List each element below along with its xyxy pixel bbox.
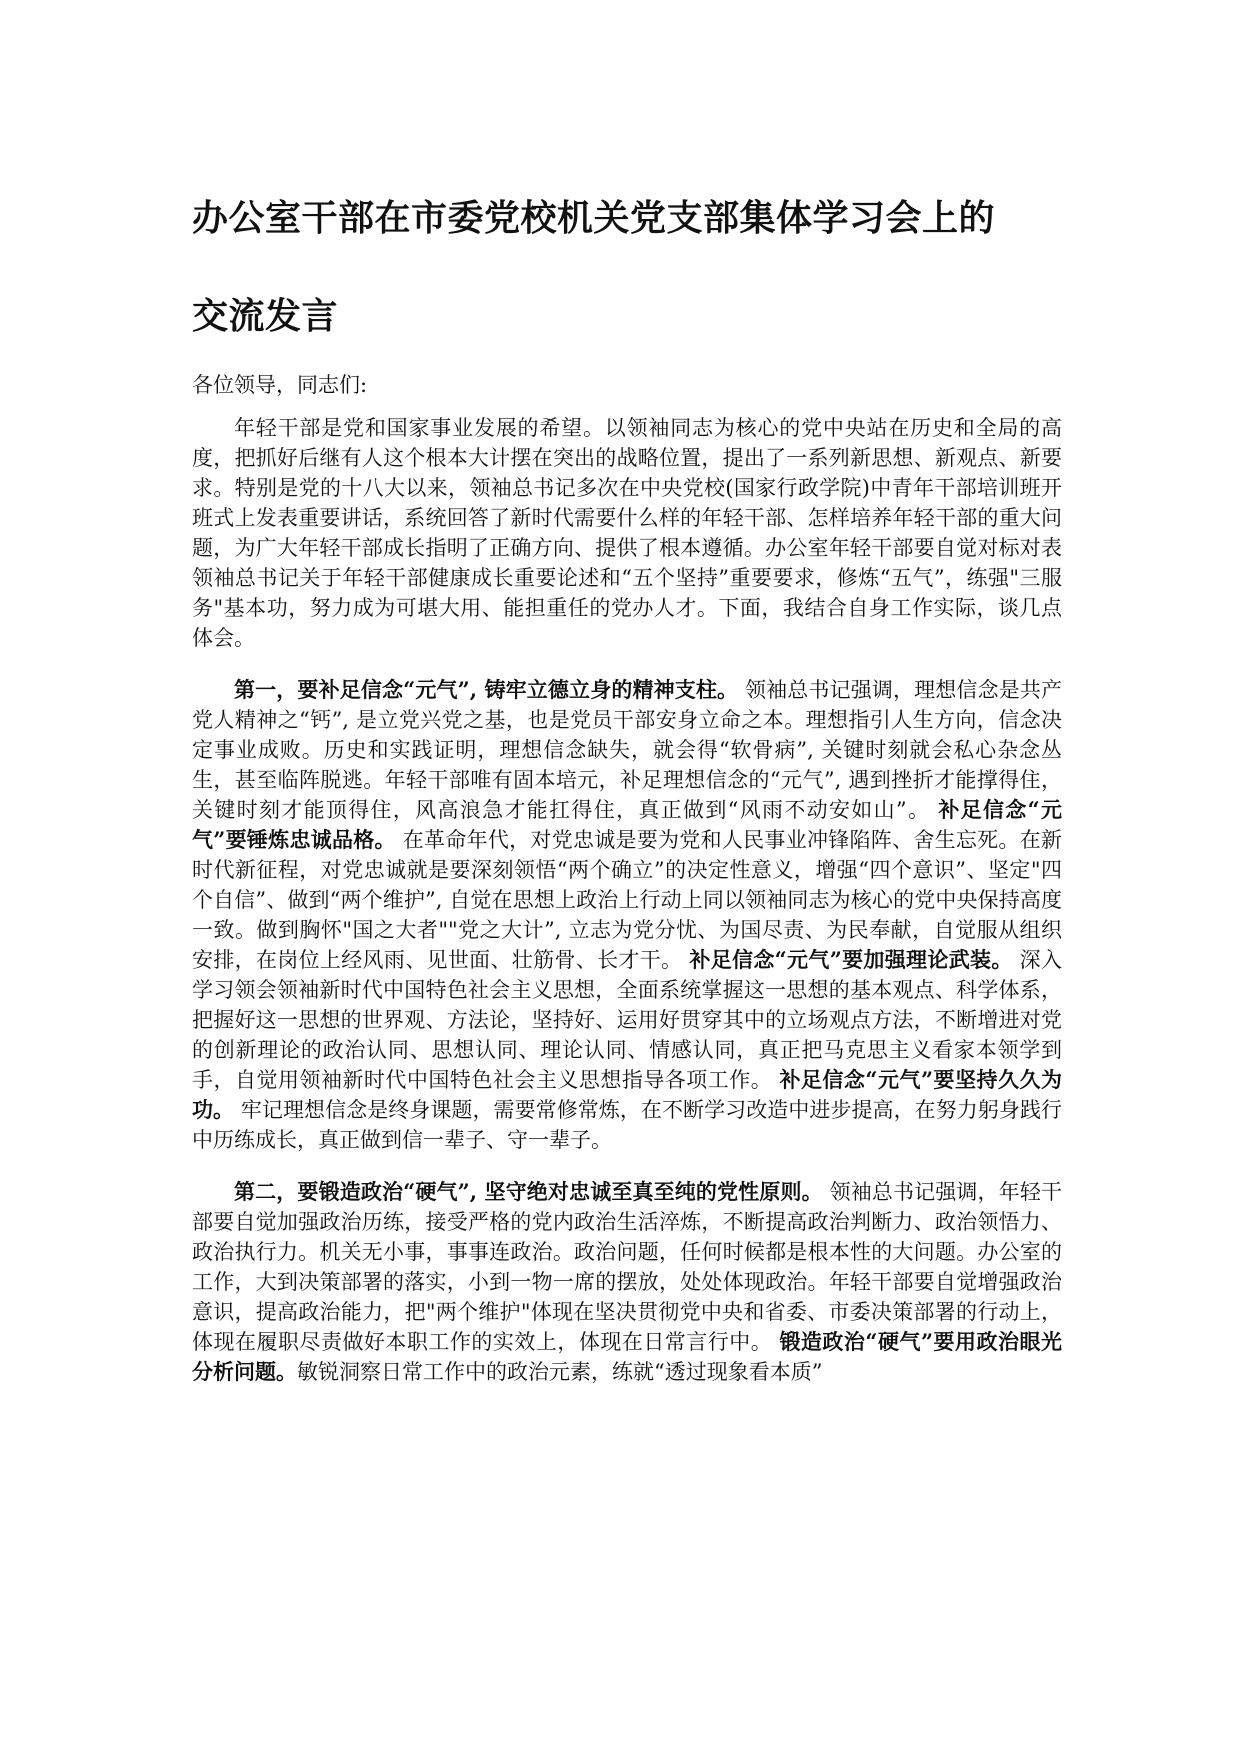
- salutation: 各位领导，同志们:: [192, 373, 368, 397]
- section-1-paragraph: [192, 675, 1062, 1155]
- section-1-subheading-3: 补足信念“元气”要加强理论武装。: [689, 947, 1013, 972]
- document-page: [192, 170, 1062, 1409]
- section-2-text-2: 敏锐洞察日常工作中的政治元素，练就“透过现象看本质”: [297, 1360, 823, 1384]
- section-1-subheading-4: 补足信念“元气”要坚持久久为功。: [192, 1067, 1062, 1122]
- section-1-subheading-2: 补足信念“元气”要锤炼忠诚品格。: [192, 797, 1062, 852]
- section-1-text-1: 领袖总书记强调，理想信念是共产党人精神之“钙”, 是立党兴党之基，也是党员干部安身立命之本。理想指引人生方向，信念决定事业成败。历史和实践证明，理想信念缺失，就会得“软骨病”, 关键时刻就会私心杂念丛生，甚至临阵脱逃。年轻干部唯有固本培元，补足理想信念的“元气”, 遇到挫折才能撑得住，关键时刻才能顶得住，风高浪急才能扛得住，真正做到“风雨不动安如山”。: [192, 678, 1062, 822]
- section-2-text-1: 领袖总书记强调，年轻干部要自觉加强政治历练，接受严格的党内政治生活淬炼，不断提高政治判断力、政治领悟力、政治执行力。机关无小事，事事连政治。政治问题，任何时候都是根本性的大问题。办公室的工作，大到决策部署的落实，小到一物一席的摆放，处处体现政治。年轻干部要自觉增强政治意识，提高政治能力，把"两个维护"体现在坚决贯彻党中央和省委、市委决策部署的行动上，体现在履职尽责做好本职工作的实效上，体现在日常言行中。: [192, 1180, 1062, 1354]
- section-2-paragraph: [192, 1177, 1062, 1387]
- section-1-text-3: 深入学习领会领袖新时代中国特色社会主义思想，全面系统掌握这一思想的基本观点、科学体系，把握好这一思想的世界观、方法论，坚持好、运用好贯穿其中的立场观点方法，不断增进对党的创新理论的政治认同、思想认同、理论认同、情感认同，真正把马克思主义看家本领学到手，自觉用领袖新时代中国特色社会主义思想指导各项工作。: [192, 948, 1062, 1092]
- section-2-subheading-2: 锻造政治“硬气”要用政治眼光分析问题。: [192, 1329, 1062, 1384]
- section-1-heading: 第一，要补足信念“元气”, 铸牢立德立身的精神支柱。: [234, 677, 739, 702]
- section-1-text-2: 在革命年代，对党忠诚是要为党和人民事业冲锋陷阵、舍生忘死。在新时代新征程，对党忠诚就是要深刻领悟“两个确立”的决定性意义，增强“四个意识”、坚定"四个自信”、做到“两个维护”, 自觉在思想上政治上行动上同以领袖同志为核心的党中央保持高度一致。做到胸怀"国之大者""党之大计”, 立志为党分忧、为国尽责、为民奉献，自觉服从组织安排，在岗位上经风雨、见世面、壮筋骨、长才干。: [192, 828, 1062, 972]
- section-2-heading: 第二，要锻造政治“硬气”, 坚守绝对忠诚至真至纯的党性原则。: [234, 1179, 823, 1204]
- document-title: [192, 170, 1062, 366]
- title-line-1: 办公室干部在市委党校机关党支部集体学习会上的: [192, 198, 996, 239]
- section-1-text-4: 牢记理想信念是终身课题，需要常修常炼，在不断学习改造中进步提高，在努力躬身践行中历练成长，真正做到信一辈子、守一辈子。: [192, 1098, 1063, 1152]
- title-line-2: 交流发言: [192, 296, 339, 337]
- intro-paragraph: 年轻干部是党和国家事业发展的希望。以领袖同志为核心的党中央站在历史和全局的高度，把抓好后继有人这个根本大计摆在突出的战略位置，提出了一系列新思想、新观点、新要求。特别是党的十八大以来，领袖总书记多次在中央党校(国家行政学院)中青年干部培训班开班式上发表重要讲话，系统回答了新时代需要什么样的年轻干部、怎样培养年轻干部的重大问题，为广大年轻干部成长指明了正确方向、提供了根本遵循。办公室年轻干部要自觉对标对表领袖总书记关于年轻干部健康成长重要论述和“五个坚持”重要要求，修炼“五气”，练强"三服务"基本功，努力成为可堪大用、能担重任的党办人才。下面，我结合自身工作实际，谈几点体会。: [192, 416, 1062, 650]
